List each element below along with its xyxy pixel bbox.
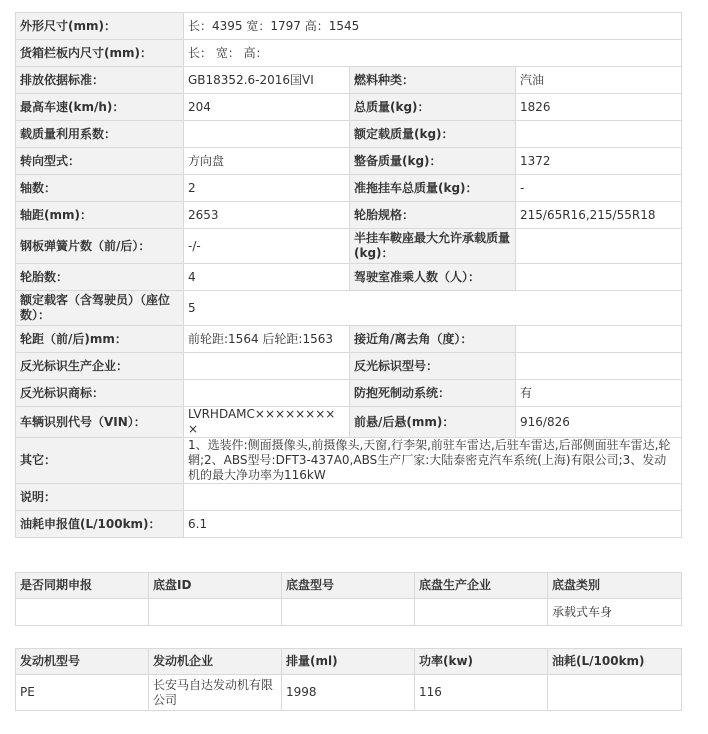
spec-row [16, 94, 682, 121]
spec-value: 4 [184, 264, 350, 291]
spec-value: - [516, 175, 682, 202]
column-header: 底盘型号 [282, 573, 415, 599]
spec-label: 总质量(kg)： [350, 94, 516, 121]
spec-label: 排放依据标准： [16, 67, 184, 94]
spec-label: 轴距(mm)： [16, 202, 184, 229]
column-header: 功率(kw) [415, 649, 548, 675]
column-header: 发动机型号 [16, 649, 149, 675]
engine-table [15, 648, 682, 711]
column-header: 是否同期申报 [16, 573, 149, 599]
spec-value [516, 326, 682, 353]
table-cell [415, 599, 548, 626]
column-header: 底盘类别 [548, 573, 682, 599]
table-cell [548, 675, 682, 711]
chassis-header-row [16, 573, 682, 599]
spec-value [516, 229, 682, 264]
spec-value [184, 484, 682, 511]
spec-label: 轮胎数： [16, 264, 184, 291]
column-header: 发动机企业 [149, 649, 282, 675]
spec-value: 2653 [184, 202, 350, 229]
spec-label: 燃料种类： [350, 67, 516, 94]
spec-label: 接近角/离去角（度）： [350, 326, 516, 353]
column-header: 底盘ID [149, 573, 282, 599]
spec-value [184, 353, 350, 380]
spec-label: 反光标识生产企业： [16, 353, 184, 380]
column-header: 排量(ml) [282, 649, 415, 675]
table-cell: PE [16, 675, 149, 711]
spec-label: 轮胎规格： [350, 202, 516, 229]
chassis-table [15, 572, 682, 626]
spec-value: 有 [516, 380, 682, 407]
spec-value: 前轮距:1564 后轮距:1563 [184, 326, 350, 353]
spec-label: 油耗申报值(L/100km)： [16, 511, 184, 538]
spec-row [16, 380, 682, 407]
table-cell: 116 [415, 675, 548, 711]
spec-label: 额定载质量(kg)： [350, 121, 516, 148]
table-cell [16, 599, 149, 626]
spec-value: 2 [184, 175, 350, 202]
spec-value: -/- [184, 229, 350, 264]
spec-value [516, 353, 682, 380]
column-header: 油耗(L/100km) [548, 649, 682, 675]
spec-row [16, 175, 682, 202]
spec-label: 说明： [16, 484, 184, 511]
spec-label: 外形尺寸(mm)： [16, 13, 184, 40]
spec-label: 半挂车鞍座最大允许承载质量(kg)： [350, 229, 516, 264]
table-cell: 长安马自达发动机有限公司 [149, 675, 282, 711]
spec-label: 轴数： [16, 175, 184, 202]
column-header: 底盘生产企业 [415, 573, 548, 599]
spec-value: 方向盘 [184, 148, 350, 175]
spec-value: 长：4395 宽：1797 高：1545 [184, 13, 682, 40]
spec-value: LVRHDAMC××××××××× [184, 407, 350, 438]
spec-value: 6.1 [184, 511, 682, 538]
spec-label: 货箱栏板内尺寸(mm)： [16, 40, 184, 67]
spec-row-seating [16, 291, 682, 326]
spec-row [16, 353, 682, 380]
table-cell [149, 599, 282, 626]
spec-row [16, 202, 682, 229]
table-row [16, 599, 682, 626]
spec-label: 额定载客（含驾驶员）（座位数）： [16, 291, 184, 326]
spec-label: 车辆识别代号（VIN）： [16, 407, 184, 438]
table-cell: 1998 [282, 675, 415, 711]
spec-row [16, 229, 682, 264]
spec-label: 反光标识型号： [350, 353, 516, 380]
spec-row-fuel-consumption [16, 511, 682, 538]
spec-value [516, 121, 682, 148]
spec-row-other [16, 438, 682, 484]
spec-value: 5 [184, 291, 682, 326]
spec-value: 215/65R16,215/55R18 [516, 202, 682, 229]
spec-label: 驾驶室准乘人数（人）： [350, 264, 516, 291]
table-cell: 承载式车身 [548, 599, 682, 626]
table-row [16, 675, 682, 711]
spec-label: 轮距（前/后)mm： [16, 326, 184, 353]
spec-label: 其它： [16, 438, 184, 484]
engine-header-row [16, 649, 682, 675]
spec-label: 准拖挂车总质量(kg)： [350, 175, 516, 202]
spec-row [16, 407, 682, 438]
table-cell [282, 599, 415, 626]
spec-label: 转向型式： [16, 148, 184, 175]
spec-value: 1372 [516, 148, 682, 175]
spec-value: 1、选装件:侧面摄像头,前摄像头,天窗,行李架,前驻车雷达,后驻车雷达,后部侧面驻车雷达,轮辋;2、ABS型号:DFT3-437A0,ABS生产厂家:大陆泰密克汽车系统(上海)有限公司;3、发动机的最大净功率为116kW [184, 438, 682, 484]
spec-label: 防抱死制动系统： [350, 380, 516, 407]
spec-row [16, 264, 682, 291]
spec-label: 反光标识商标： [16, 380, 184, 407]
spec-value: 1826 [516, 94, 682, 121]
spec-value: 916/826 [516, 407, 682, 438]
spec-row [16, 148, 682, 175]
spec-row-dimensions [16, 13, 682, 40]
spec-label: 整备质量(kg)： [350, 148, 516, 175]
spec-value [516, 264, 682, 291]
spec-label: 前悬/后悬(mm)： [350, 407, 516, 438]
spec-row-notes [16, 484, 682, 511]
spec-value: GB18352.6-2016国VI [184, 67, 350, 94]
spec-value: 汽油 [516, 67, 682, 94]
spec-row-cargo-box [16, 40, 682, 67]
spec-row [16, 67, 682, 94]
spec-value [184, 380, 350, 407]
vehicle-spec-table [15, 12, 682, 538]
spec-value [184, 121, 350, 148]
spec-value: 长： 宽： 高： [184, 40, 682, 67]
spec-value: 204 [184, 94, 350, 121]
spec-row [16, 121, 682, 148]
spec-label: 载质量利用系数： [16, 121, 184, 148]
spec-label: 钢板弹簧片数（前/后）： [16, 229, 184, 264]
spec-label: 最高车速(km/h)： [16, 94, 184, 121]
spec-row [16, 326, 682, 353]
